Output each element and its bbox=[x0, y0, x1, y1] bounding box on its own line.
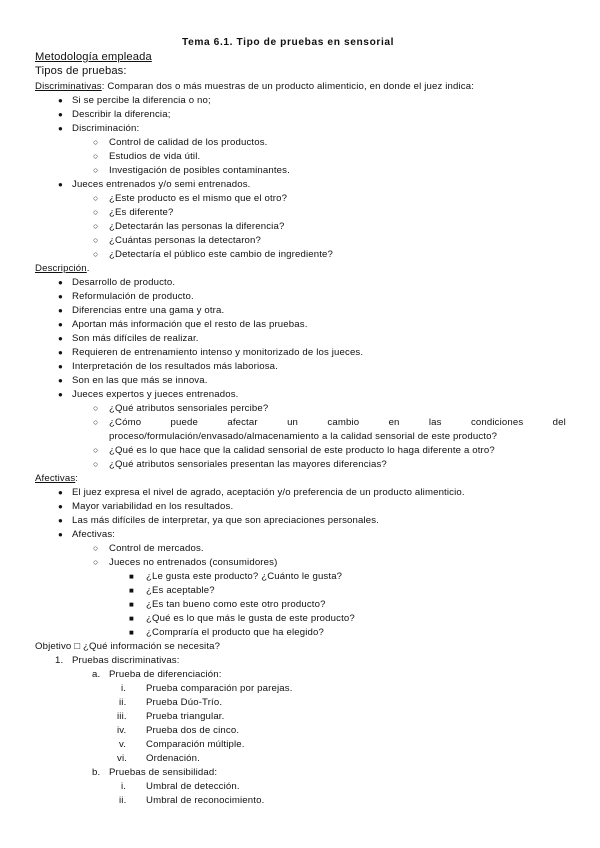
discriminativas-paragraph bbox=[35, 80, 474, 93]
list-roman: iv. bbox=[117, 725, 127, 736]
bullet-icon: ● bbox=[58, 502, 63, 511]
list-item: Control de calidad de los productos. bbox=[109, 137, 268, 148]
list-item: Mayor variabilidad en los resultados. bbox=[72, 501, 234, 512]
list-item: Ordenación. bbox=[146, 753, 200, 764]
circle-bullet-icon: ○ bbox=[93, 557, 99, 567]
list-item: Reformulación de producto. bbox=[72, 291, 194, 302]
list-item: ¿Es diferente? bbox=[109, 207, 174, 218]
circle-bullet-icon: ○ bbox=[93, 459, 99, 469]
list-item: ¿Qué es lo que más le gusta de este producto? bbox=[146, 613, 355, 624]
circle-bullet-icon: ○ bbox=[93, 445, 99, 455]
page-title: Tema 6.1. Tipo de pruebas en sensorial bbox=[182, 37, 395, 48]
list-item: ¿Qué es lo que hace que la calidad sensorial de este producto lo haga diferente a otro? bbox=[109, 445, 495, 456]
circle-bullet-icon: ○ bbox=[93, 137, 99, 147]
list-roman: iii. bbox=[117, 711, 127, 722]
list-item: ¿Detectarán las personas la diferencia? bbox=[109, 221, 285, 232]
list-item: Afectivas: bbox=[72, 529, 116, 540]
circle-bullet-icon: ○ bbox=[93, 207, 99, 217]
list-item: Umbral de reconocimiento. bbox=[146, 795, 265, 806]
bullet-icon: ● bbox=[58, 488, 63, 497]
list-roman: ii. bbox=[119, 697, 127, 708]
list-letter: b. bbox=[92, 767, 101, 778]
square-bullet-icon: ■ bbox=[129, 628, 134, 637]
list-item-justified: ¿Cómo puede afectar un cambio en las condiciones del bbox=[109, 417, 566, 428]
bullet-icon: ● bbox=[58, 110, 63, 119]
bullet-icon: ● bbox=[58, 278, 63, 287]
list-item: Comparación múltiple. bbox=[146, 739, 245, 750]
list-letter: a. bbox=[92, 669, 101, 680]
afectivas-heading: Afectivas: bbox=[35, 473, 79, 484]
descripcion-label: Descripción bbox=[35, 263, 87, 274]
bullet-icon: ● bbox=[58, 516, 63, 525]
list-item: ¿Detectaría el público este cambio de ingrediente? bbox=[109, 249, 334, 260]
circle-bullet-icon: ○ bbox=[93, 417, 99, 427]
bullet-icon: ● bbox=[58, 292, 63, 301]
section-heading-metodologia: Metodología empleada bbox=[35, 51, 152, 63]
circle-bullet-icon: ○ bbox=[93, 193, 99, 203]
circle-bullet-icon: ○ bbox=[93, 221, 99, 231]
bullet-icon: ● bbox=[58, 362, 63, 371]
square-bullet-icon: ■ bbox=[129, 614, 134, 623]
square-bullet-icon: ■ bbox=[129, 572, 134, 581]
list-item: ¿Compraría el producto que ha elegido? bbox=[146, 627, 324, 638]
list-item: El juez expresa el nivel de agrado, aceptación y/o preferencia de un producto alimenticio. bbox=[72, 487, 465, 498]
subheading-tipos: Tipos de pruebas: bbox=[35, 65, 127, 77]
bullet-icon: ● bbox=[58, 96, 63, 105]
list-item: Estudios de vida útil. bbox=[109, 151, 201, 162]
circle-bullet-icon: ○ bbox=[93, 165, 99, 175]
list-item: Las más difíciles de interpretar, ya que son apreciaciones personales. bbox=[72, 515, 380, 526]
list-item: Umbral de detección. bbox=[146, 781, 240, 792]
list-item: Desarrollo de producto. bbox=[72, 277, 176, 288]
objetivo-line: Objetivo □ ¿Qué información se necesita? bbox=[35, 641, 221, 652]
list-item: Prueba de diferenciación: bbox=[109, 669, 222, 680]
list-roman: vi. bbox=[117, 753, 128, 764]
bullet-icon: ● bbox=[58, 390, 63, 399]
list-item: Interpretación de los resultados más laboriosa. bbox=[72, 361, 278, 372]
square-bullet-icon: ■ bbox=[129, 586, 134, 595]
list-item: Prueba Dúo-Trío. bbox=[146, 697, 223, 708]
list-item: Diferencias entre una gama y otra. bbox=[72, 305, 225, 316]
list-item: Jueces no entrenados (consumidores) bbox=[109, 557, 278, 568]
list-item: ¿Es tan bueno como este otro producto? bbox=[146, 599, 326, 610]
discriminativas-label: Discriminativas bbox=[35, 81, 102, 92]
list-roman: i. bbox=[121, 781, 127, 792]
list-number: 1. bbox=[55, 655, 64, 666]
circle-bullet-icon: ○ bbox=[93, 249, 99, 259]
list-item: Discriminación: bbox=[72, 123, 140, 134]
list-item: ¿Este producto es el mismo que el otro? bbox=[109, 193, 288, 204]
bullet-icon: ● bbox=[58, 180, 63, 189]
list-item: ¿Qué atributos sensoriales percibe? bbox=[109, 403, 269, 414]
bullet-icon: ● bbox=[58, 376, 63, 385]
list-item: ¿Es aceptable? bbox=[146, 585, 215, 596]
list-item: Prueba dos de cinco. bbox=[146, 725, 240, 736]
list-item-continuation: proceso/formulación/envasado/almacenamiento a la calidad sensorial de este producto? bbox=[109, 431, 498, 442]
list-item: Prueba triangular. bbox=[146, 711, 225, 722]
bullet-icon: ● bbox=[58, 530, 63, 539]
bullet-icon: ● bbox=[58, 334, 63, 343]
list-roman: v. bbox=[119, 739, 127, 750]
afectivas-label: Afectivas bbox=[35, 473, 76, 484]
list-item: ¿Qué atributos sensoriales presentan las mayores diferencias? bbox=[109, 459, 387, 470]
list-item: ¿Cuántas personas la detectaron? bbox=[109, 235, 261, 246]
bullet-icon: ● bbox=[58, 320, 63, 329]
list-item: ¿Le gusta este producto? ¿Cuánto le gusta? bbox=[146, 571, 343, 582]
list-roman: i. bbox=[121, 683, 127, 694]
bullet-icon: ● bbox=[58, 306, 63, 315]
circle-bullet-icon: ○ bbox=[93, 403, 99, 413]
list-item: Requieren de entrenamiento intenso y monitorizado de los jueces. bbox=[72, 347, 364, 358]
bullet-icon: ● bbox=[58, 348, 63, 357]
list-item: Pruebas de sensibilidad: bbox=[109, 767, 218, 778]
list-item: Investigación de posibles contaminantes. bbox=[109, 165, 290, 176]
list-item: Control de mercados. bbox=[109, 543, 204, 554]
list-item: Prueba comparación por parejas. bbox=[146, 683, 293, 694]
list-item: Son en las que más se innova. bbox=[72, 375, 208, 386]
circle-bullet-icon: ○ bbox=[93, 151, 99, 161]
discriminativas-intro: : Comparan dos o más muestras de un producto alimenticio, en donde el juez indica: bbox=[101, 81, 475, 92]
bullet-icon: ● bbox=[58, 124, 63, 133]
list-item: Aportan más información que el resto de las pruebas. bbox=[72, 319, 308, 330]
descripcion-heading: Descripción. bbox=[35, 263, 90, 274]
circle-bullet-icon: ○ bbox=[93, 543, 99, 553]
circle-bullet-icon: ○ bbox=[93, 235, 99, 245]
list-item: Si se percibe la diferencia o no; bbox=[72, 95, 211, 106]
list-item: Jueces entrenados y/o semi entrenados. bbox=[72, 179, 251, 190]
square-bullet-icon: ■ bbox=[129, 600, 134, 609]
list-roman: ii. bbox=[119, 795, 127, 806]
list-item: Describir la diferencia; bbox=[72, 109, 171, 120]
list-item: Son más difíciles de realizar. bbox=[72, 333, 199, 344]
list-item: Jueces expertos y jueces entrenados. bbox=[72, 389, 239, 400]
list-item: Pruebas discriminativas: bbox=[72, 655, 180, 666]
